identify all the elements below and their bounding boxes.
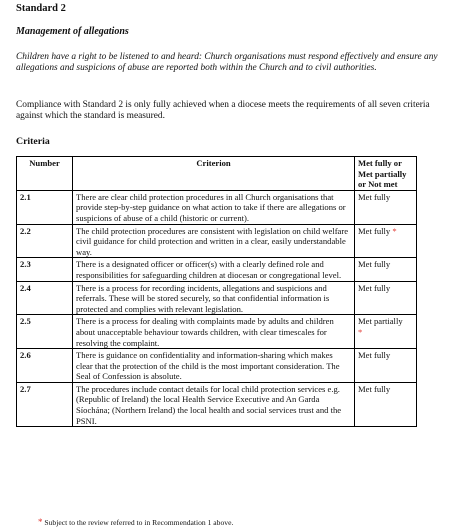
table-row bbox=[17, 190, 417, 224]
row-number: 2.1 bbox=[17, 190, 73, 224]
row-number: 2.6 bbox=[17, 349, 73, 383]
standard-heading: Standard 2 bbox=[16, 3, 66, 14]
criteria-table bbox=[16, 156, 417, 427]
table-row bbox=[17, 315, 417, 349]
row-criterion: There is a process for recording incidents, allegations and suspicions and referrals. These will be stored securely, so that confidential information is protected and complies with relevant legislation. bbox=[73, 281, 355, 315]
row-criterion: There is a process for dealing with complaints made by adults and children about unacceptable behaviour towards children, with clear timescales for resolving the complaint. bbox=[73, 315, 355, 349]
met-status: Met fully bbox=[358, 350, 391, 361]
met-status: Met fully bbox=[358, 259, 391, 270]
row-met bbox=[355, 349, 417, 383]
row-number: 2.4 bbox=[17, 281, 73, 315]
row-criterion: There is guidance on confidentiality and information-sharing which makes clear that the protection of the child is the most important consideration. The Seal of Confession is absolute. bbox=[73, 349, 355, 383]
row-met bbox=[355, 382, 417, 426]
row-met bbox=[355, 281, 417, 315]
row-criterion: There is a designated officer or officer(s) with a clearly defined role and responsibilities for safeguarding children at diocesan or congregational level. bbox=[73, 258, 355, 281]
footnote-marker: * bbox=[392, 225, 397, 236]
table-row bbox=[17, 382, 417, 426]
footnote-mark: * bbox=[38, 517, 43, 527]
table-row bbox=[17, 349, 417, 383]
row-number: 2.2 bbox=[17, 224, 73, 258]
row-criterion: There are clear child protection procedures in all Church organisations that provide step-by-step guidance on what action to take if there are allegations or suspicions of abuse of a child (historic or current). bbox=[73, 190, 355, 224]
intro-paragraph: Children have a right to be listened to and heard: Church organisations must respond effectively and ensure any allegations and suspicions of abuse are reported both within the Church and to civil authorities. bbox=[16, 52, 438, 74]
table-header-row bbox=[17, 157, 417, 191]
row-met bbox=[355, 224, 417, 258]
header-criterion: Criterion bbox=[73, 157, 355, 191]
row-met bbox=[355, 190, 417, 224]
footnote-text: Subject to the review referred to in Recommendation 1 above. bbox=[44, 518, 234, 527]
footnote bbox=[38, 517, 233, 527]
table-row bbox=[17, 258, 417, 281]
met-status: Met fully bbox=[358, 225, 391, 236]
met-status: Met fully bbox=[358, 191, 391, 202]
header-number: Number bbox=[17, 157, 73, 191]
row-number: 2.7 bbox=[17, 382, 73, 426]
row-criterion: The procedures include contact details for local child protection services e.g. (Republic of Ireland) the local Health Service Executive and An Garda Síochána; (Northern Ireland) the local health and social services trust and the PSNI. bbox=[73, 382, 355, 426]
row-criterion: The child protection procedures are consistent with legislation on child welfare civil guidance for child protection and written in a clear, easily understandable way. bbox=[73, 224, 355, 258]
row-number: 2.5 bbox=[17, 315, 73, 349]
row-number: 2.3 bbox=[17, 258, 73, 281]
met-status: Met fully bbox=[358, 383, 391, 394]
table-row bbox=[17, 224, 417, 258]
header-met: Met fully or Met partially or Not met bbox=[355, 157, 417, 191]
standard-subtitle: Management of allegations bbox=[16, 26, 129, 37]
met-status: Met partially bbox=[358, 316, 403, 327]
footnote-marker: * bbox=[358, 326, 363, 337]
criteria-heading: Criteria bbox=[16, 136, 50, 147]
row-met bbox=[355, 315, 417, 349]
row-met bbox=[355, 258, 417, 281]
met-status: Met fully bbox=[358, 282, 391, 293]
table-row bbox=[17, 281, 417, 315]
compliance-paragraph: Compliance with Standard 2 is only fully achieved when a diocese meets the requirements of all seven criteria against which the standard is measured. bbox=[16, 100, 430, 122]
